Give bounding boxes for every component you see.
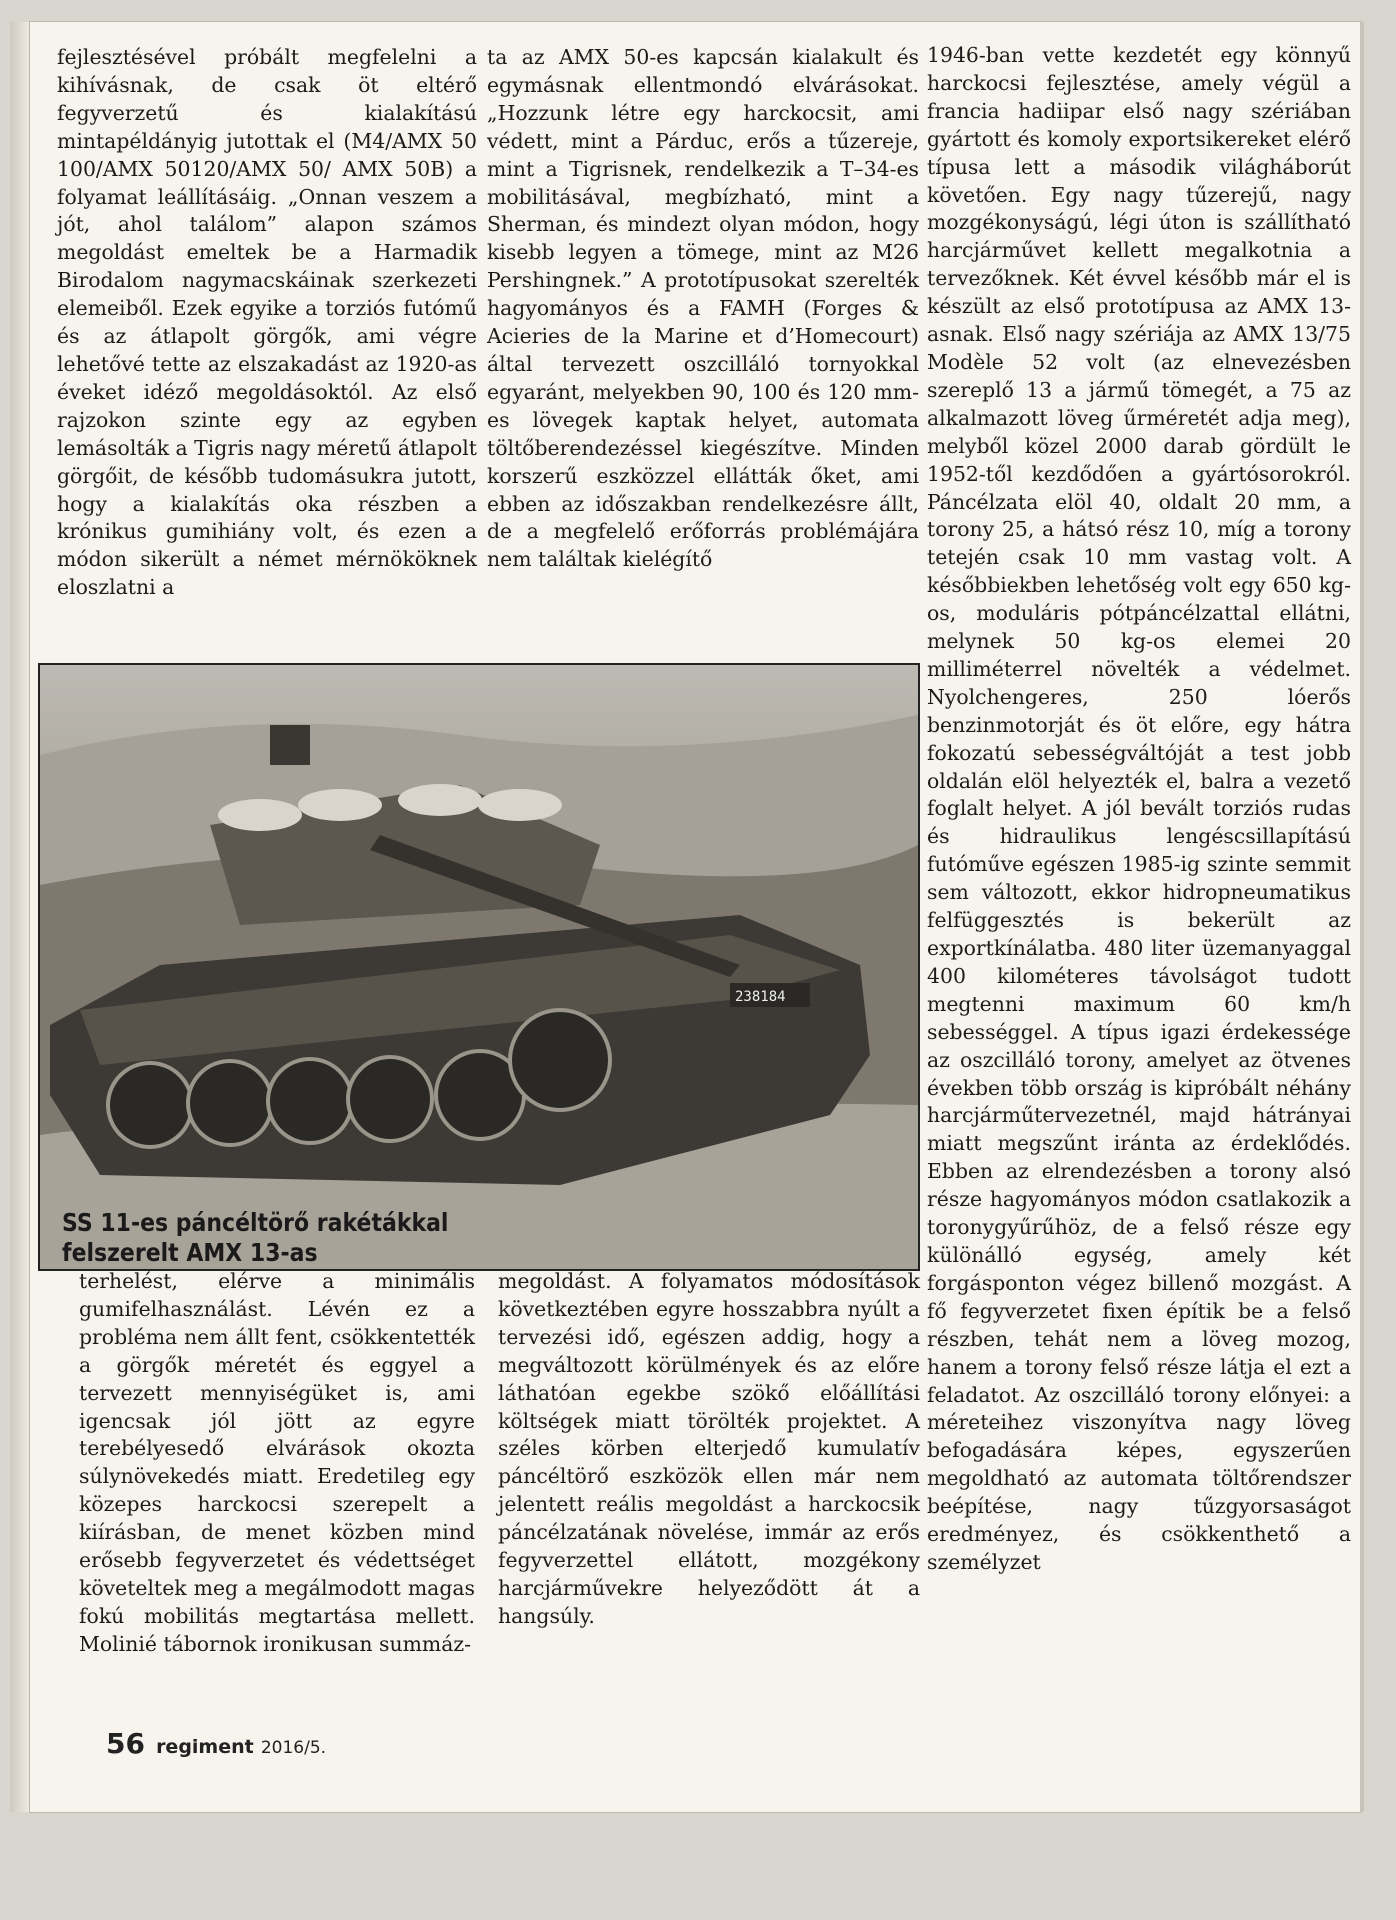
issue-number: 2016/5. [260,1738,327,1758]
page-footer [106,1727,326,1760]
caption-line-2: felszerelt AMX 13-as [62,1238,318,1267]
article-column-1-bottom [79,1268,475,1659]
article-paragraph: ta az AMX 50-es kapcsán kialakult és egymásnak ellentmondó elvárásokat. „Hozzunk létre egy harckocsit, ami védett, mint a Párduc, erős a tűzereje, mint a Tigrisnek, rendelkezik a T–34-es mobilitásával, megbízható, mint a Sherman, és mindezt olyan módon, hogy kisebb legyen a tömege, mint az M26 Pershingnek.” A prototípusokat szerelték hagyományos és a FAMH (Forges & Acieries de la Marine et d’Homecourt) által tervezett oszcilláló tornyokkal egyaránt, melyekben 90, 100 és 120 mm-es lövegek kaptak helyet, automata töltőberendezéssel kiegészítve. Minden korszerű eszközzel ellátták őket, ami ebben az időszakban rendelkezésre állt, de a megfelelő erőforrás problémájára nem találtak kielégítő [487,45,919,572]
page-spine [10,22,30,1812]
article-paragraph: terhelést, elérve a minimális gumifelhasználást. Lévén ez a probléma nem állt fent, csökkentették a görgők méretét és eggyel a tervezett mennyiségüket is, ami igencsak jól jött az egyre terebélyesedő elvárások okozta súlynövekedés miatt. Eredetileg egy közepes harckocsi szerepelt a kiírásban, de menet közben mind erősebb fegyverzetet és védettséget követeltek meg a megálmodott magas fokú mobilitás megtartása mellett. Molinié tábornok ironikusan summáz- [79,1269,475,1656]
amx13-tank-illustration [40,665,918,1269]
article-paragraph: megoldást. A folyamatos módosítások következtében egyre hosszabbra nyúlt a tervezési idő, egészen addig, hogy a megváltozott körülmények és az előre láthatóan egekbe szökő előállítási költségek miatt törölték projektet. A széles körben elterjedő kumulatív páncéltörő eszközök ellen már nem jelentett reális megoldást a harckocsik páncélzatának növelése, immár az erős fegyverzettel ellátott, mozgékony harcjárművekre helyeződött át a hangsúly. [498,1269,920,1628]
article-paragraph: fejlesztésével próbált megfelelni a kihívásnak, de csak öt eltérő fegyverzetű és kialakítású mintapéldányig jutottak el (M4/AMX 50 100/AMX 50120/AMX 50/ AMX 50B) a folyamat leállításáig. „Onnan veszem a jót, ahol találom” alapon számos megoldást emeltek be a Harmadik Birodalom nagymacskáinak szerkezeti elemeiből. Ezek egyike a torziós futómű és az átlapolt görgők, ami végre lehetővé tette az elszakadást az 1920-as éveket idéző megoldásoktól. Az első rajzokon szinte egy az egyben lemásolták a Tigris nagy méretű átlapolt görgőit, de később tudomásukra jutott, hogy a kialakítás oka részben a krónikus gumihiány volt, és ezen a módon sikerült a német mérnököknek eloszlatni a [57,45,477,600]
tank-photo [38,663,920,1271]
article-paragraph: 1946-ban vette kezdetét egy könnyű harckocsi fejlesztése, amely végül a francia hadiipar első nagy szériában gyártott és komoly exportsikereket elérő típusa lett a második világháborút követően. Egy nagy tűzerejű, nagy mozgékonyságú, légi úton is szállítható harcjárművet kellett megalkotnia a tervezőknek. Két évvel később már el is készült az első prototípusa az AMX 13-asnak. Első nagy szériája az AMX 13/75 Modèle 52 volt (az elnevezésben szereplő 13 a jármű tömegét, a 75 az alkalmazott löveg űrméretét adja meg), melyből közel 2000 darab gördült le 1952-től kezdődően a gyártósorokról. Páncélzata elöl 40, oldalt 20 mm, a torony 25, a hátsó rész 10, míg a torony tetején csak 10 mm vastag volt. A későbbiekben lehetőség volt egy 650 kg-os, moduláris pótpáncélzattal ellátni, melynek 50 kg-os elemei 20 milliméterrel növelték a védelmet. Nyolchengeres, 250 lóerős benzinmotorját és öt előre, egy hátra fokozatú sebességváltóját a test jobb oldalán elöl helyezték el, balra a vezető foglalt helyet. A jól bevált torziós rudas és hidraulikus lengéscsillapítású futóműve egészen 1985-ig szinte semmit sem változott, ekkor hidropneumatikus felfüggesztés is bekerült az exportkínálatba. 480 liter üzemanyaggal 400 kilométeres távolságot tudott megtenni maximum 60 km/h sebességgel. A típus igazi érdekessége az oszcilláló torony, amelyet az ötvenes években több ország is kipróbált néhány harcjárműtervezetnél, majd hátrányai miatt megszűnt iránta az érdeklődés. Ebben az elrendezésben a torony alsó része hagyományos módon csatlakozik a toronygyűrűhöz, de a felső része egy különálló egység, amely két forgásponton végez billenő mozgást. A fő fegyverzetet fixen építik be a felső részben, tehát nem a löveg mozog, hanem a torony felső része látja el ezt a feladatot. Az oszcilláló torony előnyei: a méreteihez viszonyítva nagy löveg befogadására képes, egyszerűen megoldható az automata töltőrendszer beépítése, nagy tűzgyorsaságot eredményez, és csökkenthető a személyzet [927,43,1351,1574]
hull-number: 238184 [735,989,786,1005]
article-column-2-top [487,44,919,574]
article-column-2-bottom [498,1268,920,1631]
photo-caption [62,1208,448,1268]
magazine-name: regiment [156,1736,254,1758]
article-column-3 [927,42,1351,1577]
page-number: 56 [106,1727,145,1760]
article-column-1-top [57,44,477,602]
caption-line-1: SS 11-es páncéltörő rakétákkal [62,1208,449,1237]
